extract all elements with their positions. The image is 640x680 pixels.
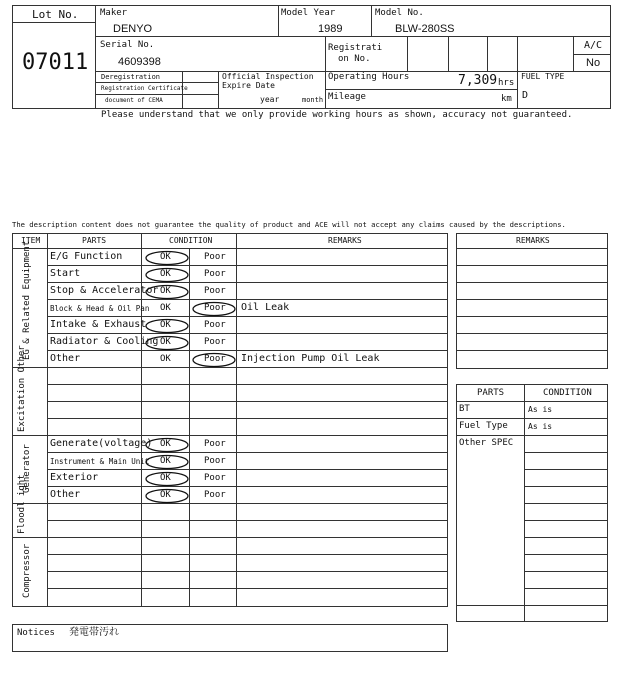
right-condition-fuel-type: As is [528,422,553,431]
eg-row-poor-4[interactable]: Poor [204,320,226,330]
lot-no-value: 07011 [22,50,89,75]
eg-row-ok-1[interactable]: OK [160,269,171,279]
notices-text: 発電帯汚れ [69,627,119,638]
generator-row-selection-circle-2 [142,471,192,487]
model-year-label: Model Year [281,8,336,18]
generator-row-ok-3[interactable]: OK [160,490,171,500]
eg-row-selection-circle-0 [142,250,192,266]
fuel-type-value: D [522,90,529,101]
hours-notice: Please understand that we only provide working hours as shown, accuracy not guaranteed. [101,110,573,120]
right-remarks-header: REMARKS [516,236,550,245]
group-eg-label: EG & Related Equipment [22,240,32,360]
serial-no-label: Serial No. [100,40,155,50]
hrs-label: hrs [498,78,515,88]
disclaimer: The description content does not guarantee the quality of product and ACE will not accept any claims caused by the descriptions. [12,220,566,229]
right-part-fuel-type: Fuel Type [459,421,508,431]
generator-row-ok-1[interactable]: OK [160,456,171,466]
col-item-header: ITEM [21,236,41,245]
eg-row-remark-6: Injection Pump Oil Leak [241,353,380,364]
model-no-label: Model No. [375,8,424,18]
registration-certificate-label: Registration Certificate [101,85,188,92]
notices-label: Notices [17,628,55,638]
eg-row-poor-0[interactable]: Poor [204,252,226,262]
eg-row-remark-3: Oil Leak [241,302,290,313]
right-condition-bt: As is [528,405,553,414]
eg-row-part-3: Block & Head & Oil Pan [50,304,150,313]
right-part-other-spec: Other SPEC [459,438,514,448]
eg-row-part-6: Other [50,353,81,364]
eg-row-poor-6[interactable]: Poor [204,354,226,364]
col-parts-header: PARTS [82,236,107,245]
generator-row-selection-circle-3 [142,488,192,504]
generator-row-poor-2[interactable]: Poor [204,473,226,483]
maker-label: Maker [100,8,128,18]
generator-row-ok-0[interactable]: OK [160,439,171,449]
generator-row-part-1: Instrument & Main Unit [50,457,150,466]
model-no-value: BLW-280SS [395,23,455,35]
eg-row-selection-circle-5 [142,335,192,351]
right-parts-header: PARTS [477,388,505,398]
generator-row-part-2: Exterior [50,472,99,483]
eg-row-part-1: Start [50,268,81,279]
maker-value: DENYO [113,23,153,35]
eg-row-selection-circle-6 [190,352,240,368]
lot-no-label: Lot No. [32,8,79,21]
fuel-type-label: FUEL TYPE [521,72,565,81]
deregistration-label: Deregistration [101,73,161,81]
eg-row-part-4: Intake & Exhaust [50,319,147,330]
generator-row-poor-1[interactable]: Poor [204,456,226,466]
registration-label-2: on No. [338,54,371,64]
right-part-bt: BT [459,404,470,414]
eg-row-poor-3[interactable]: Poor [204,303,226,313]
right-condition-header: CONDITION [543,388,592,398]
eg-row-selection-circle-3 [190,301,240,317]
group-excitation-label: Excitation Other [17,345,27,432]
km-label: km [501,94,512,104]
operating-hours-value: 7,309 [458,73,498,88]
month-label: month [302,96,324,104]
inspection-label-2: Expire Date [222,81,275,90]
eg-row-poor-1[interactable]: Poor [204,269,226,279]
group-compressor-label: Compressor [22,543,32,599]
generator-row-part-3: Other [50,489,81,500]
operating-hours-label: Operating Hours [328,72,410,82]
registration-label-1: Registrati [328,43,383,53]
year-label: year [260,95,280,104]
ac-label: A/C [584,40,603,51]
eg-row-ok-6[interactable]: OK [160,354,171,364]
eg-row-ok-3[interactable]: OK [160,303,171,313]
eg-row-selection-circle-1 [142,267,192,283]
group-floodlight-label: Floodl ight [17,474,27,534]
eg-row-poor-5[interactable]: Poor [204,337,226,347]
model-year-value: 1989 [318,23,343,35]
eg-row-part-0: E/G Function [50,251,123,262]
generator-row-ok-2[interactable]: OK [160,473,171,483]
eg-row-part-2: Stop & Accelerator [50,285,159,296]
eg-row-selection-circle-4 [142,318,192,334]
cema-label: document of CEMA [105,97,163,104]
group-generator-label: Generator [22,444,32,494]
eg-row-ok-4[interactable]: OK [160,320,171,330]
ac-value: No [586,57,601,69]
eg-row-selection-circle-2 [142,284,192,300]
eg-row-ok-5[interactable]: OK [160,337,171,347]
eg-row-ok-0[interactable]: OK [160,252,171,262]
eg-row-ok-2[interactable]: OK [160,286,171,296]
col-remarks-header: REMARKS [328,236,362,245]
generator-row-part-0: Generate(voltage) [50,438,153,449]
mileage-label: Mileage [328,92,366,102]
eg-row-part-5: Radiator & Cooling [50,336,159,347]
serial-no-value: 4609398 [118,56,161,68]
inspection-label-1: Official Inspection [222,72,314,81]
col-condition-header: CONDITION [169,236,213,245]
generator-row-selection-circle-0 [142,437,192,453]
eg-row-poor-2[interactable]: Poor [204,286,226,296]
generator-row-poor-0[interactable]: Poor [204,439,226,449]
generator-row-selection-circle-1 [142,454,192,470]
generator-row-poor-3[interactable]: Poor [204,490,226,500]
